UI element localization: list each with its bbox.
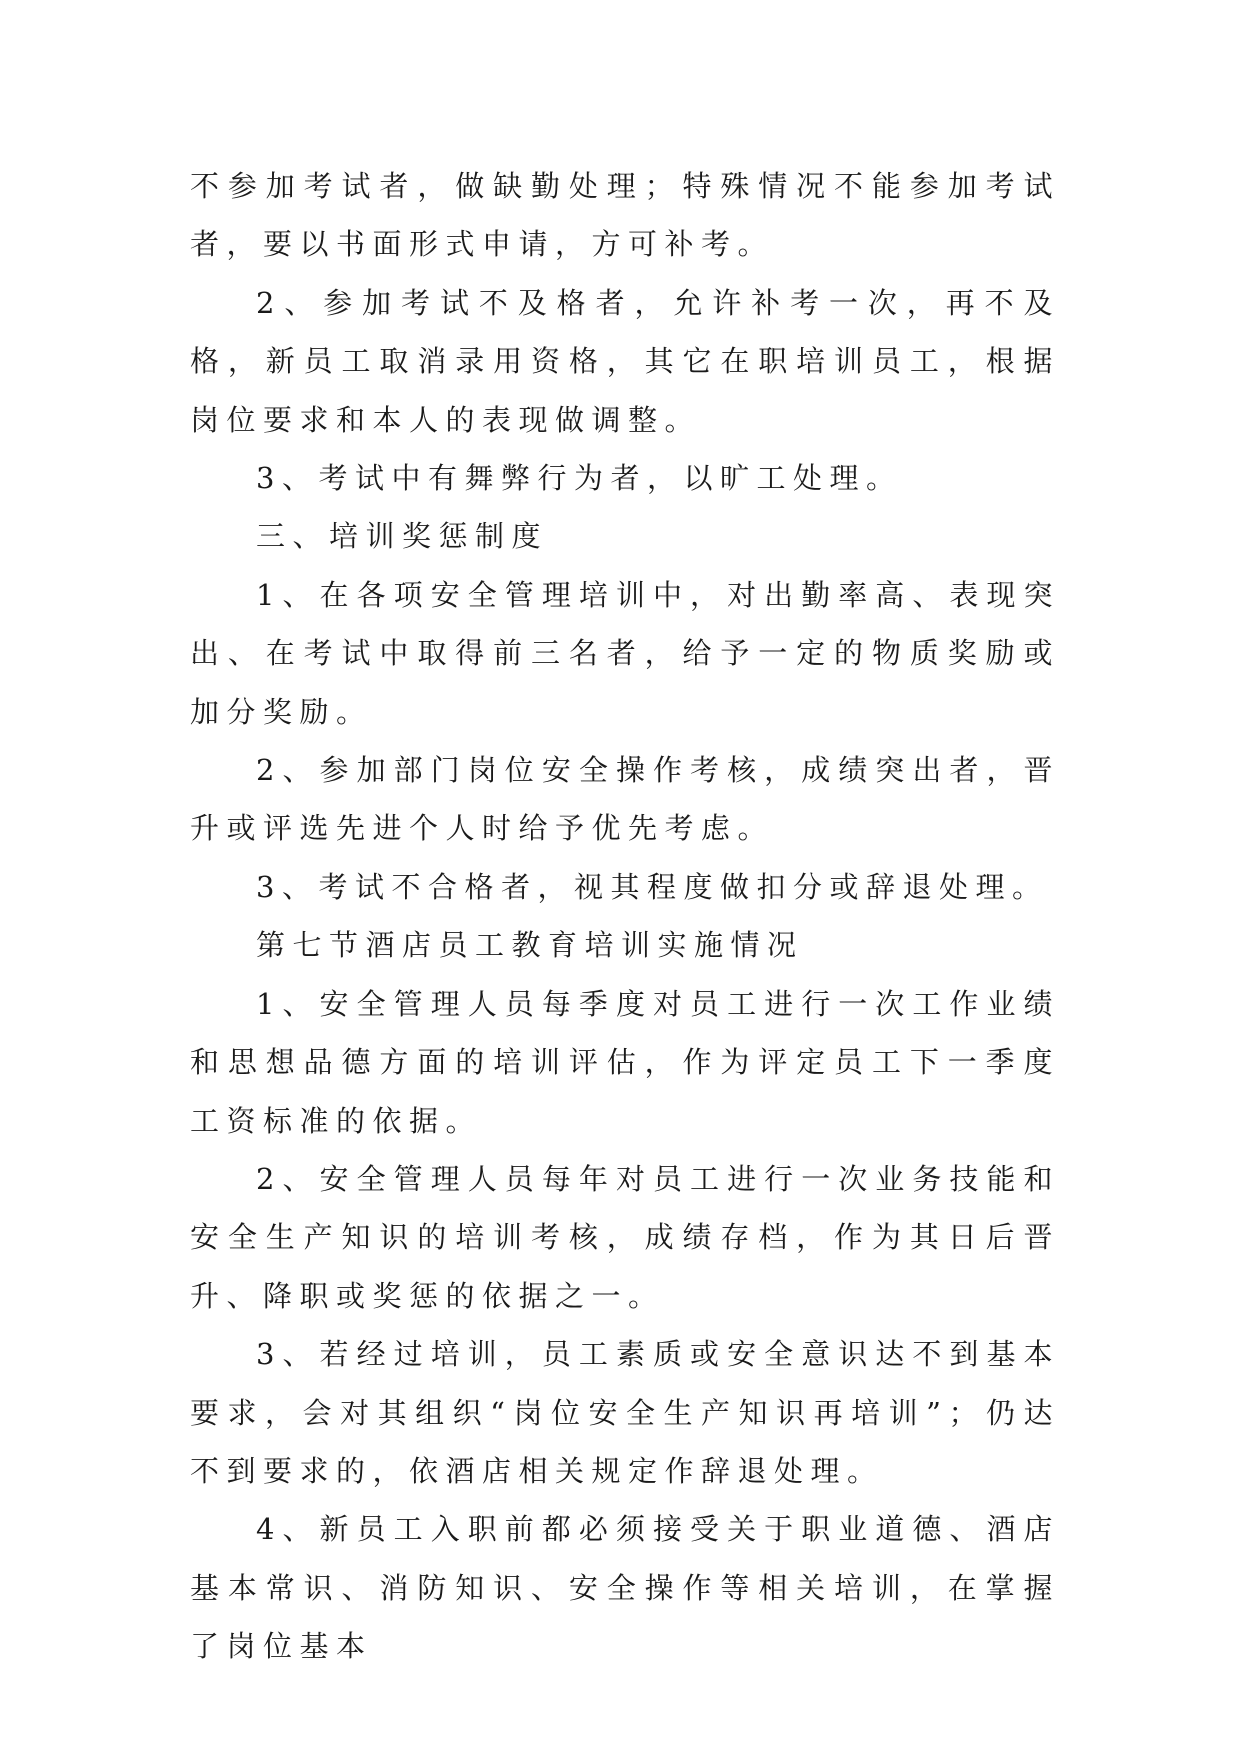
paragraph: 3、若经过培训，员工素质或安全意识达不到基本要求，会对其组织“岗位安全生产知识再培训”；仍达不到要求的，依酒店相关规定作辞退处理。 (190, 1337, 1060, 1488)
paragraph: 3、考试不合格者，视其程度做扣分或辞退处理。 (256, 869, 1049, 904)
paragraph: 不参加考试者，做缺勤处理；特殊情况不能参加考试者，要以书面形式申请，方可补考。 (190, 169, 1060, 262)
paragraph: 4、新员工入职前都必须接受关于职业道德、酒店基本常识、消防知识、安全操作等相关培训，在掌握了岗位基本 (190, 1512, 1060, 1664)
section-heading: 三、培训奖惩制度 (256, 519, 549, 554)
paragraph: 3、考试中有舞弊行为者，以旷工处理。 (256, 461, 903, 496)
paragraph: 2、参加考试不及格者，允许补考一次，再不及格，新员工取消录用资格，其它在职培训员工，根据岗位要求和本人的表现做调整。 (190, 285, 1060, 437)
paragraph: 1、在各项安全管理培训中，对出勤率高、表现突出、在考试中取得前三名者，给予一定的物质奖励或加分奖励。 (190, 577, 1060, 729)
section-heading: 第七节酒店员工教育培训实施情况 (256, 928, 804, 963)
paragraph: 2、安全管理人员每年对员工进行一次业务技能和安全生产知识的培训考核，成绩存档，作为其日后晋升、降职或奖惩的依据之一。 (190, 1161, 1060, 1313)
paragraph: 1、安全管理人员每季度对员工进行一次工作业绩和思想品德方面的培训评估，作为评定员工下一季度工资标准的依据。 (190, 986, 1060, 1138)
paragraph: 2、参加部门岗位安全操作考核，成绩突出者，晋升或评选先进个人时给予优先考虑。 (190, 753, 1060, 846)
document-body (190, 157, 1060, 1676)
